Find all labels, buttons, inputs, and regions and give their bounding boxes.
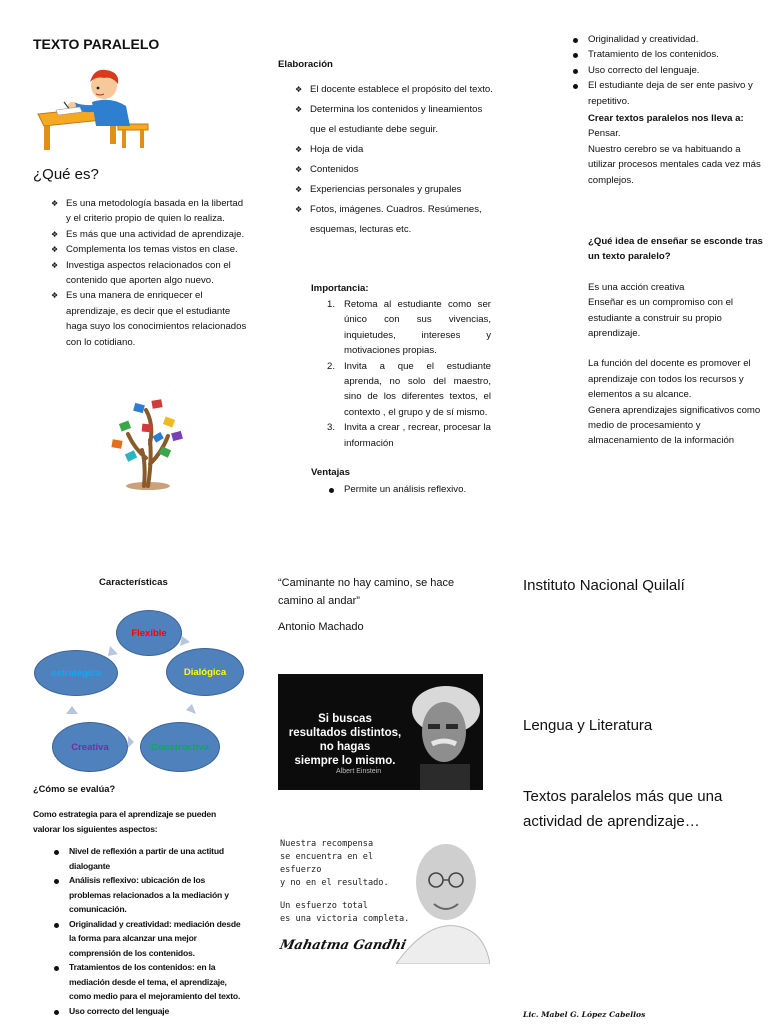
subject-title: Lengua y Literatura — [523, 717, 653, 734]
text-line: Es una acción creativa — [588, 281, 685, 293]
quote-line: Si buscas — [318, 713, 372, 725]
list-item: Tratamientos de los contenidos: en la mediación desde el tema, el aprendizaje, como medio para el mejoramiento del texto. — [51, 960, 241, 1004]
list-item: ❖ Es una manera de enriquecer el aprendizaje, es decir que el estudiante haga suyo los conocimientos relacionados con lo cotidiano. — [51, 288, 249, 350]
text-line: Genera aprendizajes significativos como medio de procesamiento y almacenamiento de la información — [588, 404, 761, 447]
characteristics-cycle-diagram — [30, 610, 230, 780]
cycle-arrow — [186, 704, 196, 714]
list-item: ❖ Es una metodología basada en la libertad y el criterio propio de quien lo realiza. — [51, 196, 249, 227]
quote-line: Un esfuerzo total — [280, 901, 368, 911]
gandhi-quote-image — [276, 834, 490, 964]
numbered-item — [310, 420, 491, 451]
list-item: ❖ Contenidos — [295, 160, 493, 180]
item-number: 1. — [327, 299, 336, 310]
cycle-label-creativa: Creativa — [71, 741, 109, 753]
list-item: ❖ Complementa los temas vistos en clase. — [51, 242, 249, 257]
author-signature: Lic. Mabel G. López Cabellos — [523, 1010, 646, 1019]
list-item: ❖ Fotos, imágenes. Cuadros. Resúmenes, esquemas, lecturas etc. — [295, 200, 493, 240]
einstein-quote-text — [286, 712, 404, 768]
cycle-label-constructiva: Constructiva — [150, 741, 210, 753]
que-es-heading: ¿Qué es? — [33, 166, 99, 183]
como-list — [51, 844, 241, 1018]
list-item: El estudiante deja de ser ente pasivo y repetitivo. — [570, 78, 766, 109]
book-tree-illustration — [106, 394, 192, 492]
cycle-arrow — [128, 736, 134, 748]
item-number: 2. — [327, 360, 336, 372]
machado-quote: “Caminante no hay camino, se hace camino al andar” — [278, 577, 455, 607]
einstein-quote-image — [278, 674, 483, 790]
quote-author: Antonio Machado — [278, 621, 364, 633]
list-item: ❖ Hoja de vida — [295, 140, 493, 160]
item-text: Invita a que el estudiante aprenda, no solo del maestro, sino de los diferentes textos, el contexto , el grupo y de sí mismo. — [344, 360, 491, 418]
numbered-item — [310, 359, 491, 421]
item-number: 3. — [327, 422, 336, 434]
cycle-arrows — [30, 610, 250, 780]
cycle-label-dialogica: Dialógica — [183, 666, 227, 678]
text-line: Enseñar es un compromiso con el estudiante a construir su propio aprendizaje. — [588, 297, 734, 340]
aspectos-list — [570, 32, 766, 109]
list-item: ❖ El docente establece el propósito del texto. — [295, 80, 493, 100]
cycle-arrow — [180, 636, 190, 646]
elaboracion-heading: Elaboración — [278, 59, 333, 70]
importancia-heading: Importancia: — [311, 283, 369, 294]
numbered-item — [310, 297, 491, 359]
idea-section — [588, 234, 764, 449]
tagline: Textos paralelos más que una actividad de aprendizaje… — [523, 788, 723, 830]
cycle-label-flexible: Flexible — [131, 627, 167, 639]
list-item: Uso correcto del lenguaje — [51, 1004, 241, 1019]
quote-line: y no en el resultado. — [280, 878, 389, 888]
quote-line: siempre lo mismo. — [294, 755, 396, 767]
crear-section — [588, 111, 764, 188]
quote-line: no hagas — [319, 741, 371, 753]
student-desk-illustration — [34, 66, 152, 152]
ventajas-list — [326, 482, 496, 497]
text-line: La función del docente es promover el aprendizaje con todos los recursos y elementos a su alcance. — [588, 358, 751, 401]
list-item: ❖ Investiga aspectos relacionados con el contenido que aporten algo nuevo. — [51, 258, 249, 289]
item-text: Retoma al estudiante como ser único con sus vivencias, inquietudes, intereses y motivaciones propias. — [344, 299, 491, 357]
cycle-label-estrategica: estratégica — [50, 667, 102, 679]
idea-paragraph-2 — [588, 356, 764, 448]
gandhi-quote-text — [280, 838, 410, 926]
gandhi-portrait — [396, 834, 490, 964]
gandhi-signature: Mahatma Gandhi — [278, 938, 408, 953]
quote-line: Nuestra recompensa — [280, 839, 374, 849]
text-line: Pensar. — [588, 128, 621, 140]
list-item: Originalidad y creatividad. — [570, 32, 766, 47]
list-item: ❖ Determina los contenidos y lineamientos que el estudiante debe seguir. — [295, 100, 493, 140]
einstein-portrait — [406, 680, 482, 790]
como-intro: Como estrategia para el aprendizaje se pueden valorar los siguientes aspectos: — [33, 809, 216, 834]
idea-paragraph-1 — [588, 280, 764, 342]
einstein-credit: Albert Einstein — [336, 768, 382, 775]
elaboracion-list — [295, 80, 493, 240]
item-text: Invita a crear , recrear, procesar la información — [344, 422, 491, 449]
list-item: Análisis reflexivo: ubicación de los problemas relacionados a la mediación y comunicación. — [51, 873, 241, 917]
idea-heading: ¿Qué idea de enseñar se esconde tras un texto paralelo? — [588, 236, 763, 263]
list-item: ❖ Experiencias personales y grupales — [295, 180, 493, 200]
list-item: Originalidad y creatividad: mediación desde la forma para alcanzar una mejor comprensión de los contenidos. — [51, 917, 241, 961]
ventajas-heading: Ventajas — [311, 467, 350, 478]
importancia-list — [310, 297, 491, 451]
institute-name: Instituto Nacional Quilalí — [523, 577, 685, 594]
list-item: ❖ Es más que una actividad de aprendizaje. — [51, 227, 249, 242]
list-item: Tratamiento de los contenidos. — [570, 47, 766, 62]
caracteristicas-heading: Características — [99, 577, 168, 588]
crear-text — [588, 126, 764, 188]
list-item: Uso correcto del lenguaje. — [570, 63, 766, 78]
text-line: Nuestro cerebro se va habituando a utilizar procesos mentales cada vez más complejos. — [588, 143, 761, 186]
cycle-arrow — [66, 706, 78, 714]
crear-heading: Crear textos paralelos nos lleva a: — [588, 113, 744, 124]
list-item: Nivel de reflexión a partir de una actitud dialogante — [51, 844, 241, 873]
quote-line: resultados distintos, — [288, 727, 402, 739]
quote-line: es una victoria completa. — [280, 914, 410, 924]
como-heading: ¿Cómo se evalúa? — [33, 784, 116, 794]
list-item: Permite un análisis reflexivo. — [326, 482, 496, 497]
quote-line: se encuentra en el esfuerzo — [280, 852, 374, 875]
cycle-arrow — [108, 646, 118, 656]
page-title: TEXTO PARALELO — [33, 36, 160, 52]
que-es-list — [51, 196, 249, 350]
